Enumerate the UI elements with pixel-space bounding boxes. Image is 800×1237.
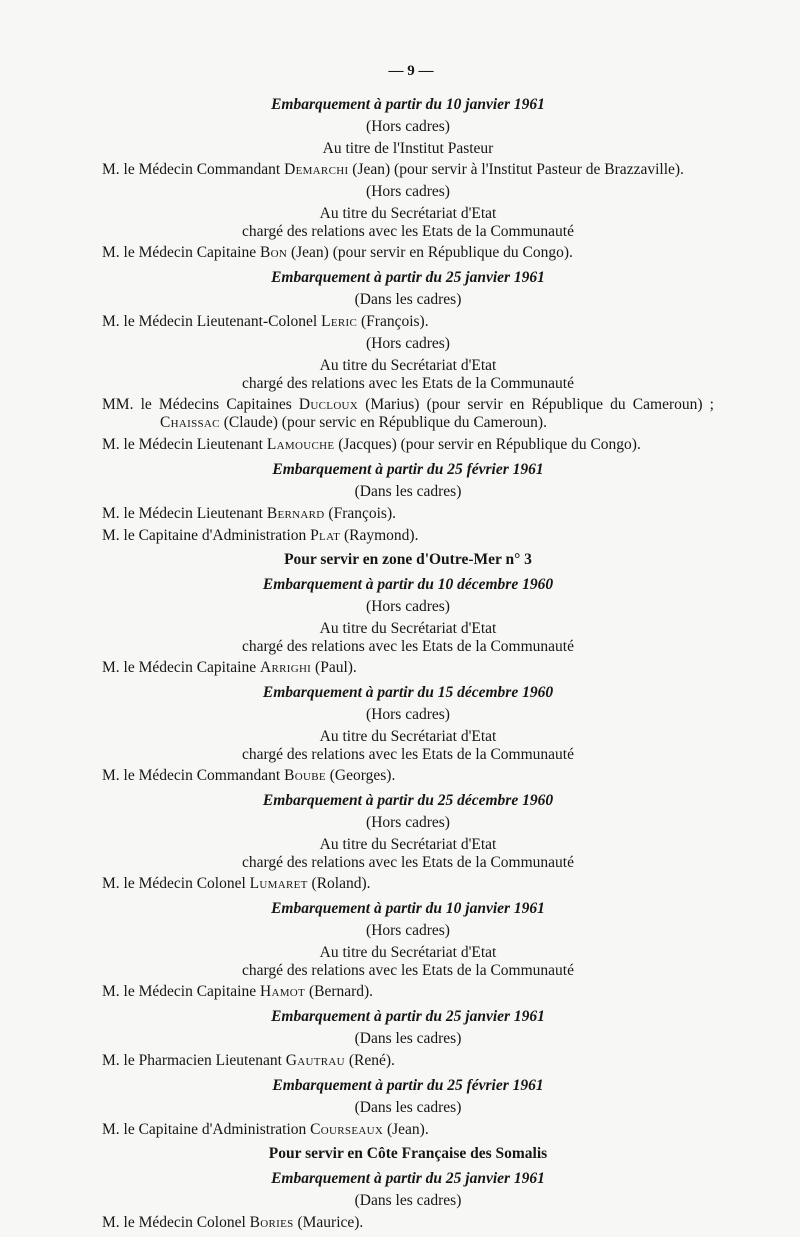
personnel-entry [102, 983, 714, 1001]
cadre-status: (Hors cadres) [366, 335, 450, 352]
entry-prefix: M. le Capitaine d'Administration [102, 1121, 311, 1138]
entry-prefix: M. le Médecin Commandant [102, 161, 285, 178]
personnel-entry [102, 244, 714, 262]
officer-name: Bories [249, 1214, 294, 1231]
officer-name: Leric [321, 313, 358, 330]
embarkation-date: Embarquement à partir du 10 décembre 1960 [262, 576, 554, 593]
entry-details: (Raymond). [340, 527, 419, 544]
cadre-status: (Dans les cadres) [354, 1099, 462, 1116]
assignment-title-line: chargé des relations avec les Etats de la Communauté [242, 375, 574, 392]
entry-prefix: M. le Médecin Lieutenant [102, 436, 267, 453]
assignment-title [102, 836, 714, 872]
assignment-title-line: Au titre du Secrétariat d'Etat [319, 357, 497, 374]
entry-details: (Marius) (pour servir en République du Cameroun) ; [358, 396, 714, 413]
officer-name: Hamot [259, 983, 306, 1000]
personnel-entry [102, 659, 714, 677]
cadre-status: (Dans les cadres) [354, 291, 462, 308]
entry-prefix: M. le Capitaine d'Administration [102, 527, 311, 544]
entry-prefix: M. le Médecin Commandant [102, 767, 285, 784]
embarkation-date: Embarquement à partir du 25 janvier 1961 [271, 1170, 545, 1187]
officer-name: Bon [259, 244, 288, 261]
entry-prefix: M. le Médecin Colonel [102, 1214, 250, 1231]
embarkation-date: Embarquement à partir du 25 janvier 1961 [271, 1008, 545, 1025]
assignment-title-line: chargé des relations avec les Etats de la Communauté [242, 638, 574, 655]
embarkation-date: Embarquement à partir du 10 janvier 1961 [271, 900, 545, 917]
embarkation-date: Embarquement à partir du 25 décembre 1960 [262, 792, 554, 809]
assignment-title [102, 728, 714, 764]
entry-prefix: M. le Médecin Capitaine [102, 244, 260, 261]
assignment-title [102, 620, 714, 656]
personnel-entry [102, 767, 714, 785]
officer-name: Demarchi [284, 161, 349, 178]
personnel-entry [102, 527, 714, 545]
assignment-title-line: Au titre du Secrétariat d'Etat [319, 728, 497, 745]
entry-details: (Jean) (pour servir à l'Institut Pasteur de Brazzaville). [348, 161, 684, 178]
personnel-entry [102, 161, 714, 179]
entry-details: (Bernard). [305, 983, 374, 1000]
embarkation-date: Embarquement à partir du 25 janvier 1961 [271, 269, 545, 286]
embarkation-date: Embarquement à partir du 15 décembre 1960 [262, 684, 554, 701]
entry-details: (Maurice). [293, 1214, 364, 1231]
officer-name: Chaissac [160, 414, 220, 431]
cadre-status: (Hors cadres) [366, 598, 450, 615]
document-body [102, 96, 714, 1232]
officer-name: Plat [310, 527, 341, 544]
officer-name: Arrighi [259, 659, 312, 676]
embarkation-date: Embarquement à partir du 25 février 1961 [272, 1077, 544, 1094]
assignment-title-line: chargé des relations avec les Etats de la Communauté [242, 854, 574, 871]
officer-name: Gautrau [285, 1052, 345, 1069]
assignment-title-line: Au titre de l'Institut Pasteur [322, 140, 494, 157]
section-heading: Pour servir en Côte Française des Somalis [268, 1145, 548, 1162]
officer-name: Ducloux [298, 396, 359, 413]
personnel-entry [102, 396, 714, 432]
cadre-status: (Hors cadres) [366, 814, 450, 831]
assignment-title-line: Au titre du Secrétariat d'Etat [319, 836, 497, 853]
officer-name: Boube [284, 767, 326, 784]
embarkation-date: Embarquement à partir du 10 janvier 1961 [271, 96, 545, 113]
assignment-title-line: Au titre du Secrétariat d'Etat [319, 944, 497, 961]
personnel-entry [102, 1214, 714, 1232]
entry-prefix: M. le Médecin Capitaine [102, 983, 260, 1000]
entry-details: (Claude) (pour servic en République du Cameroun). [219, 414, 547, 431]
entry-prefix: M. le Médecin Lieutenant-Colonel [102, 313, 322, 330]
assignment-title [102, 357, 714, 393]
entry-prefix: MM. le Médecins Capitaines [102, 396, 299, 413]
assignment-title [102, 944, 714, 980]
entry-prefix: M. le Médecin Lieutenant [102, 505, 267, 522]
entry-details: (François). [324, 505, 396, 522]
officer-name: Lumaret [249, 875, 308, 892]
entry-details: (Jean) (pour servir en République du Congo). [287, 244, 573, 261]
personnel-entry [102, 436, 714, 454]
entry-details: (François). [357, 313, 429, 330]
entry-details: (Jacques) (pour servir en République du Congo). [334, 436, 641, 453]
personnel-entry [102, 505, 714, 523]
cadre-status: (Dans les cadres) [354, 483, 462, 500]
entry-details: (Georges). [325, 767, 396, 784]
entry-details: (René). [344, 1052, 395, 1069]
entry-details: (Jean). [383, 1121, 429, 1138]
cadre-status: (Hors cadres) [366, 706, 450, 723]
assignment-title-line: chargé des relations avec les Etats de la Communauté [242, 962, 574, 979]
assignment-title-line: Au titre du Secrétariat d'Etat [319, 620, 497, 637]
personnel-entry [102, 313, 714, 331]
assignment-title [102, 140, 714, 158]
entry-details: (Roland). [307, 875, 371, 892]
assignment-title-line: chargé des relations avec les Etats de la Communauté [242, 223, 574, 240]
officer-name: Courseaux [310, 1121, 384, 1138]
personnel-entry [102, 875, 714, 893]
cadre-status: (Hors cadres) [366, 118, 450, 135]
personnel-entry [102, 1121, 714, 1139]
officer-name: Lamouche [266, 436, 335, 453]
assignment-title-line: Au titre du Secrétariat d'Etat [319, 205, 497, 222]
entry-details: (Paul). [311, 659, 357, 676]
assignment-title [102, 205, 714, 241]
cadre-status: (Dans les cadres) [354, 1192, 462, 1209]
cadre-status: (Hors cadres) [366, 183, 450, 200]
officer-name: Bernard [266, 505, 325, 522]
entry-prefix: M. le Médecin Colonel [102, 875, 250, 892]
section-heading: Pour servir en zone d'Outre-Mer n° 3 [284, 551, 532, 568]
entry-prefix: M. le Médecin Capitaine [102, 659, 260, 676]
page-number: — 9 — [388, 63, 434, 79]
cadre-status: (Dans les cadres) [354, 1030, 462, 1047]
cadre-status: (Hors cadres) [366, 922, 450, 939]
embarkation-date: Embarquement à partir du 25 février 1961 [272, 461, 544, 478]
entry-prefix: M. le Pharmacien Lieutenant [102, 1052, 286, 1069]
assignment-title-line: chargé des relations avec les Etats de la Communauté [242, 746, 574, 763]
personnel-entry [102, 1052, 714, 1070]
